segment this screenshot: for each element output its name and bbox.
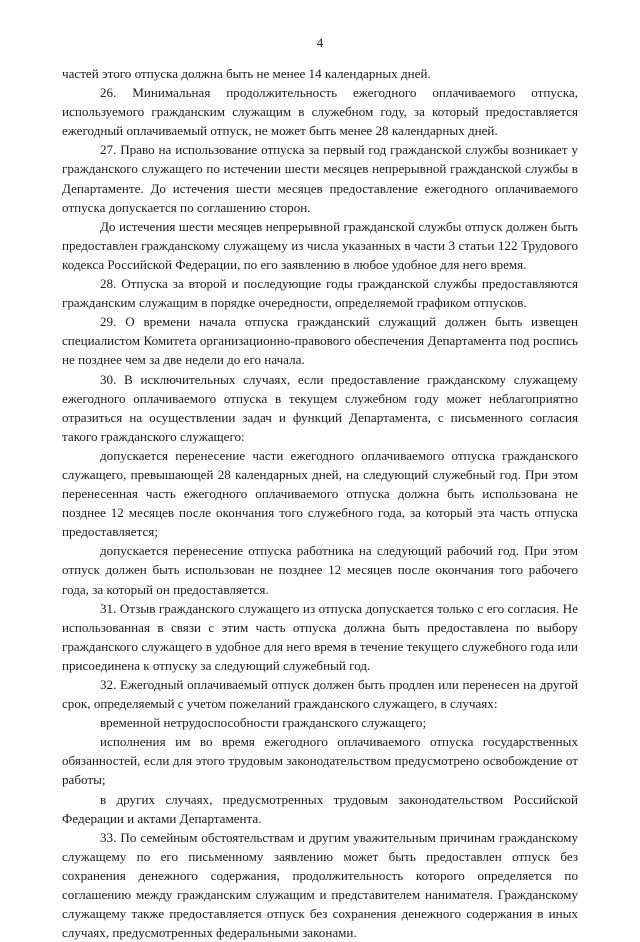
paragraph-32-item-1: временной нетрудоспособности гражданского служащего;: [100, 715, 427, 731]
paragraph-30-item-1: допускается перенесение части ежегодного оплачиваемого отпуска гражданского служащего, превышающей 28 календарных дней, на следующий служебный год. При этом перенесенная часть ежегодного оплачиваемого отпуска должна быть использована не позднее 12 месяцев после окончания того служебного года, за который эта часть отпуска предоставляется;: [62, 447, 578, 540]
paragraph-26: 26. Минимальная продолжительность ежегодного оплачиваемого отпуска, используемого гражданским служащим в служебном году, за который предоставляется ежегодный оплачиваемый отпуск, не может быть менее 28 календарных дней.: [62, 85, 578, 139]
body-text: [62, 64, 578, 942]
paragraph-27-continued: До истечения шести месяцев непрерывной гражданской службы отпуск должен быть предоставлен гражданскому служащему из числа указанных в части 3 статьи 122 Трудового кодекса Российской Федерации, по его заявлению в любое удобное для него время.: [62, 218, 578, 272]
paragraph-33: 33. По семейным обстоятельствам и другим уважительным причинам гражданскому служащему по его письменному заявлению может быть предоставлен отпуск без сохранения денежного содержания, продолжительность которого определяется по соглашению между гражданским служащим и представителем нанимателя. Гражданскому служащему также предоставляется отпуск без сохранения денежного содержания в иных случаях, предусмотренных федеральными законами.: [62, 829, 578, 941]
paragraph-31: 31. Отзыв гражданского служащего из отпуска допускается только с его согласия. Не использованная в связи с этим часть отпуска должна быть предоставлена по выбору гражданского служащего в удобное для него время в течение текущего служебного года или присоединена к отпуску за следующий служебный год.: [62, 600, 578, 673]
paragraph-28: 28. Отпуска за второй и последующие годы гражданской службы предоставляются гражданским служащим в порядке очередности, определяемой графиком отпусков.: [62, 276, 578, 311]
paragraph-32-item-3: в других случаях, предусмотренных трудовым законодательством Российской Федерации и актами Департамента.: [62, 791, 578, 826]
paragraph-30: 30. В исключительных случаях, если предоставление гражданскому служащему ежегодного оплачиваемого отпуска в текущем служебном году может неблагоприятно отразиться на осуществлении задач и функций Департамента, с письменного согласия такого гражданского служащего:: [62, 371, 578, 444]
paragraph-continuation: частей этого отпуска должна быть не менее 14 календарных дней.: [62, 66, 431, 81]
paragraph-32: 32. Ежегодный оплачиваемый отпуск должен быть продлен или перенесен на другой срок, определяемый с учетом пожеланий гражданского служащего, в случаях:: [62, 677, 578, 712]
paragraph-27: 27. Право на использование отпуска за первый год гражданской службы возникает у гражданского служащего по истечении шести месяцев непрерывной гражданской службы в Департаменте. До истечения шести месяцев предоставление ежегодного оплачиваемого отпуска допускается по соглашению сторон.: [62, 142, 578, 215]
paragraph-29: 29. О времени начала отпуска гражданский служащий должен быть извещен специалистом Комитета организационно-правового обеспечения Департамента под роспись не позднее чем за две недели до его начала.: [62, 314, 578, 368]
page-number: 4: [316, 35, 324, 50]
paragraph-32-item-2: исполнения им во время ежегодного оплачиваемого отпуска государственных обязанностей, если для этого трудовым законодательством предусмотрено освобождение от работы;: [62, 734, 578, 788]
paragraph-30-item-2: допускается перенесение отпуска работника на следующий рабочий год. При этом отпуск должен быть использован не позднее 12 месяцев после окончания того рабочего года, за который он предоставляется.: [62, 543, 578, 597]
